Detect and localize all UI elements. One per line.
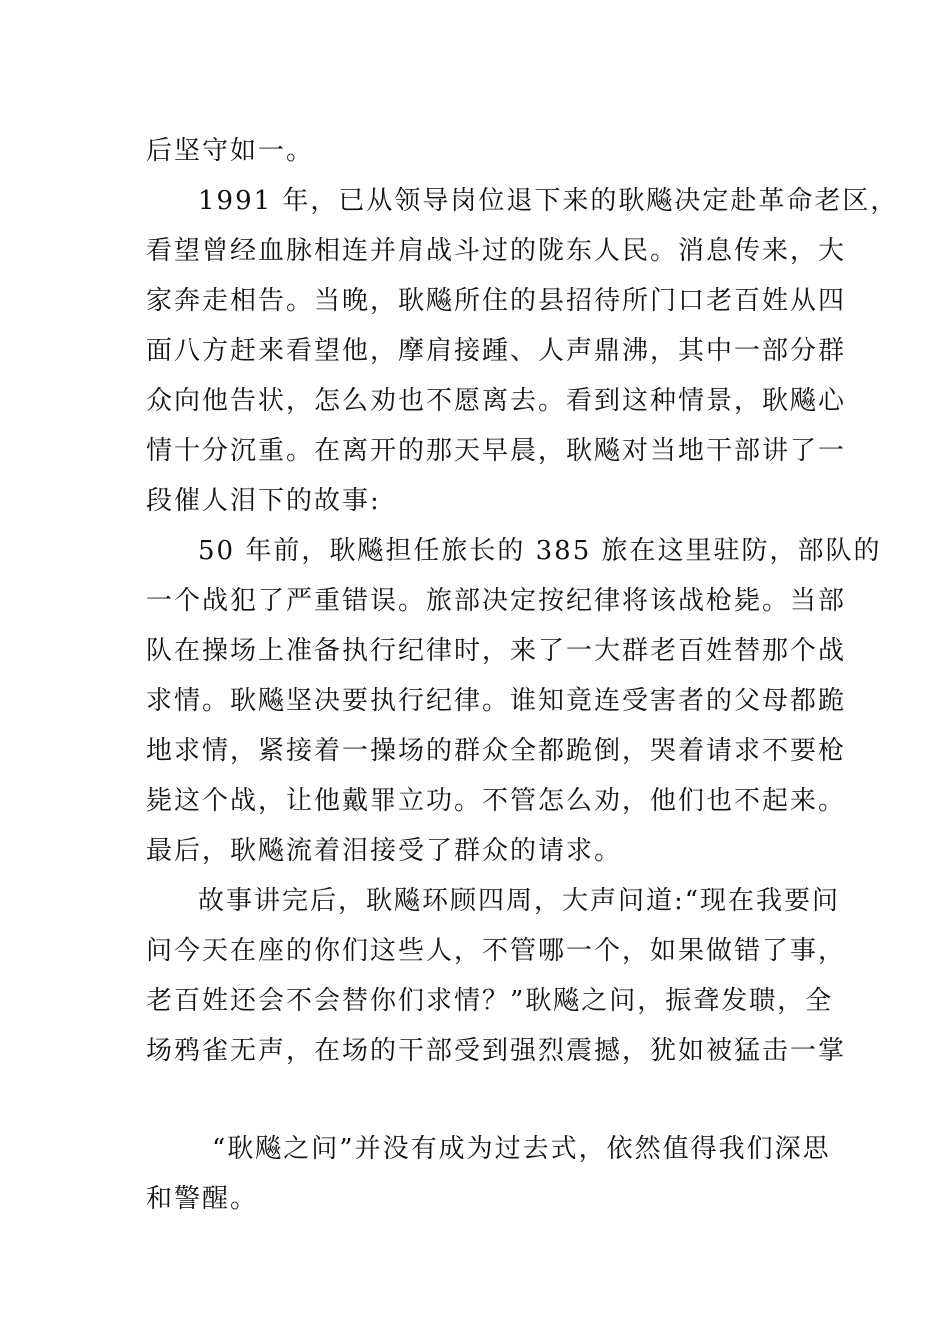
- text-line: 一个战犯了严重错误。旅部决定按纪律将该战枪毙。当部: [146, 586, 847, 616]
- text-line: 看望曾经血脉相连并肩战斗过的陇东人民。消息传来，大: [146, 236, 847, 266]
- text-line: 和警醒。: [146, 1184, 259, 1214]
- text-line: “耿飚之问”并没有成为过去式，依然值得我们深思: [212, 1134, 831, 1164]
- text-line: 场鸦雀无声，在场的干部受到强烈震撼，犹如被猛击一掌: [146, 1036, 847, 1066]
- text-line: 家奔走相告。当晚，耿飚所住的县招待所门口老百姓从四: [146, 286, 847, 316]
- text-line: 队在操场上准备执行纪律时，来了一大群老百姓替那个战: [146, 636, 847, 666]
- text-line: 求情。耿飚坚决要执行纪律。谁知竟连受害者的父母都跪: [146, 686, 847, 716]
- text-line: 段催人泪下的故事:: [146, 486, 381, 516]
- text-line: 最后，耿飚流着泪接受了群众的请求。: [146, 836, 623, 866]
- text-line: 老百姓还会不会替你们求情？”耿飚之问，振聋发聩，全: [146, 986, 834, 1016]
- text-line: 50 年前，耿飚担任旅长的 385 旅在这里驻防，部队的: [198, 536, 882, 566]
- text-line: 众向他告状，怎么劝也不愿离去。看到这种情景，耿飚心: [146, 386, 847, 416]
- text-line: 1991 年，已从领导岗位退下来的耿飚决定赴革命老区，: [198, 186, 899, 216]
- text-line: 故事讲完后，耿飚环顾四周，大声问道:“现在我要问: [198, 886, 841, 916]
- text-line: 毙这个战，让他戴罪立功。不管怎么劝，他们也不起来。: [146, 786, 847, 816]
- text-line: 地求情，紧接着一操场的群众全都跪倒，哭着请求不要枪: [146, 736, 847, 766]
- text-line: 后坚守如一。: [146, 136, 315, 166]
- text-line: 面八方赶来看望他，摩肩接踵、人声鼎沸，其中一部分群: [146, 336, 847, 366]
- text-line: 情十分沉重。在离开的那天早晨，耿飚对当地干部讲了一: [146, 436, 847, 466]
- text-line: 问今天在座的你们这些人，不管哪一个，如果做错了事，: [146, 936, 847, 966]
